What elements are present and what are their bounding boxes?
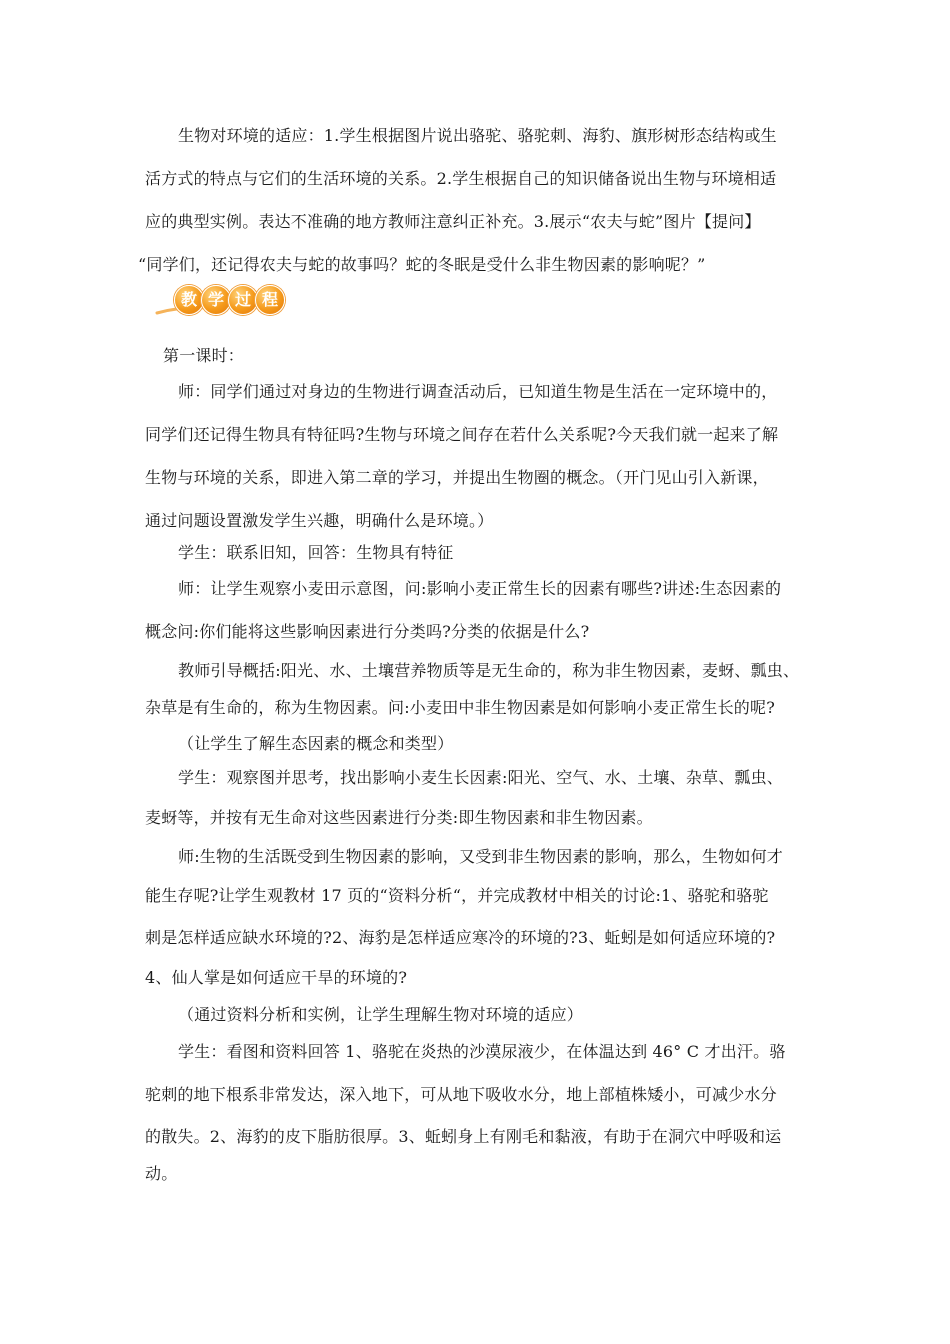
paragraph-line: （让学生了解生态因素的概念和类型）	[178, 734, 454, 753]
paragraph-line: 师：让学生观察小麦田示意图，问:影响小麦正常生长的因素有哪些?讲述:生态因素的	[178, 579, 782, 598]
badge-char: 程	[255, 285, 285, 315]
lesson-period-label: 第一课时：	[163, 346, 245, 365]
paragraph-line: 师：同学们通过对身边的生物进行调查活动后，已知道生物是生活在一定环境中的，	[178, 382, 778, 401]
paragraph-line: 4、仙人掌是如何适应干旱的环境的?	[145, 968, 408, 987]
paragraph-line: 驼刺的地下根系非常发达，深入地下，可从地下吸收水分，地上部植株矮小，可减少水分	[145, 1085, 777, 1104]
paragraph-line: （通过资料分析和实例，让学生理解生物对环境的适应）	[178, 1005, 584, 1024]
paragraph-line: 概念问:你们能将这些影响因素进行分类吗?分类的依据是什么?	[145, 622, 590, 641]
paragraph-line: 通过问题设置激发学生兴趣，明确什么是环境。）	[145, 511, 494, 530]
paragraph-line: 同学们还记得生物具有特征吗?生物与环境之间存在若什么关系呢?今天我们就一起来了解	[145, 425, 779, 444]
paragraph-line: 教师引导概括:阳光、水、土壤营养物质等是无生命的，称为非生物因素，麦蚜、瓢虫、	[178, 661, 800, 680]
paragraph-line: 生物与环境的关系，即进入第二章的学习，并提出生物圈的概念。（开门见山引入新课，	[145, 468, 769, 487]
paragraph-line: 学生：观察图并思考，找出影响小麦生长因素:阳光、空气、水、土壤、杂草、瓢虫、	[178, 768, 783, 787]
badge-characters	[177, 285, 285, 315]
paragraph-line: 学生：联系旧知，回答：生物具有特征	[178, 543, 454, 562]
paragraph-line: 杂草是有生命的，称为生物因素。问:小麦田中非生物因素是如何影响小麦正常生长的呢?	[145, 698, 775, 717]
paragraph-line: “同学们，还记得农夫与蛇的故事吗？蛇的冬眠是受什么非生物因素的影响呢？”	[138, 255, 706, 274]
paragraph-line: 麦蚜等，并按有无生命对这些因素进行分类:即生物因素和非生物因素。	[145, 808, 653, 827]
paragraph-line: 的散失。2、海豹的皮下脂肪很厚。3、蚯蚓身上有刚毛和黏液，有助于在洞穴中呼吸和运	[145, 1127, 782, 1146]
paragraph-line: 能生存呢?让学生观教材 17 页的“资料分析“，并完成教材中相关的讨论:1、骆驼和骆驼	[145, 886, 769, 905]
paragraph-line: 应的典型实例。表达不准确的地方教师注意纠正补充。3.展示“农夫与蛇”图片【提问】	[145, 212, 761, 231]
badge-char: 教	[174, 285, 204, 315]
badge-char: 学	[201, 285, 231, 315]
paragraph-line: 活方式的特点与它们的生活环境的关系。2.学生根据自己的知识储备说出生物与环境相适	[145, 169, 777, 188]
section-heading-badge	[165, 285, 290, 315]
paragraph-line: 生物对环境的适应：1.学生根据图片说出骆驼、骆驼刺、海豹、旗形树形态结构或生	[178, 126, 777, 145]
paragraph-line: 学生：看图和资料回答 1、骆驼在炎热的沙漠尿液少，在体温达到 46° C 才出汗。骆	[178, 1042, 786, 1061]
paragraph-line: 动。	[145, 1164, 178, 1183]
badge-char: 过	[228, 285, 258, 315]
paragraph-line: 师:生物的生活既受到生物因素的影响，又受到非生物因素的影响，那么，生物如何才	[178, 847, 783, 866]
paragraph-line: 刺是怎样适应缺水环境的?2、海豹是怎样适应寒冷的环境的?3、蚯蚓是如何适应环境的?	[145, 928, 776, 947]
